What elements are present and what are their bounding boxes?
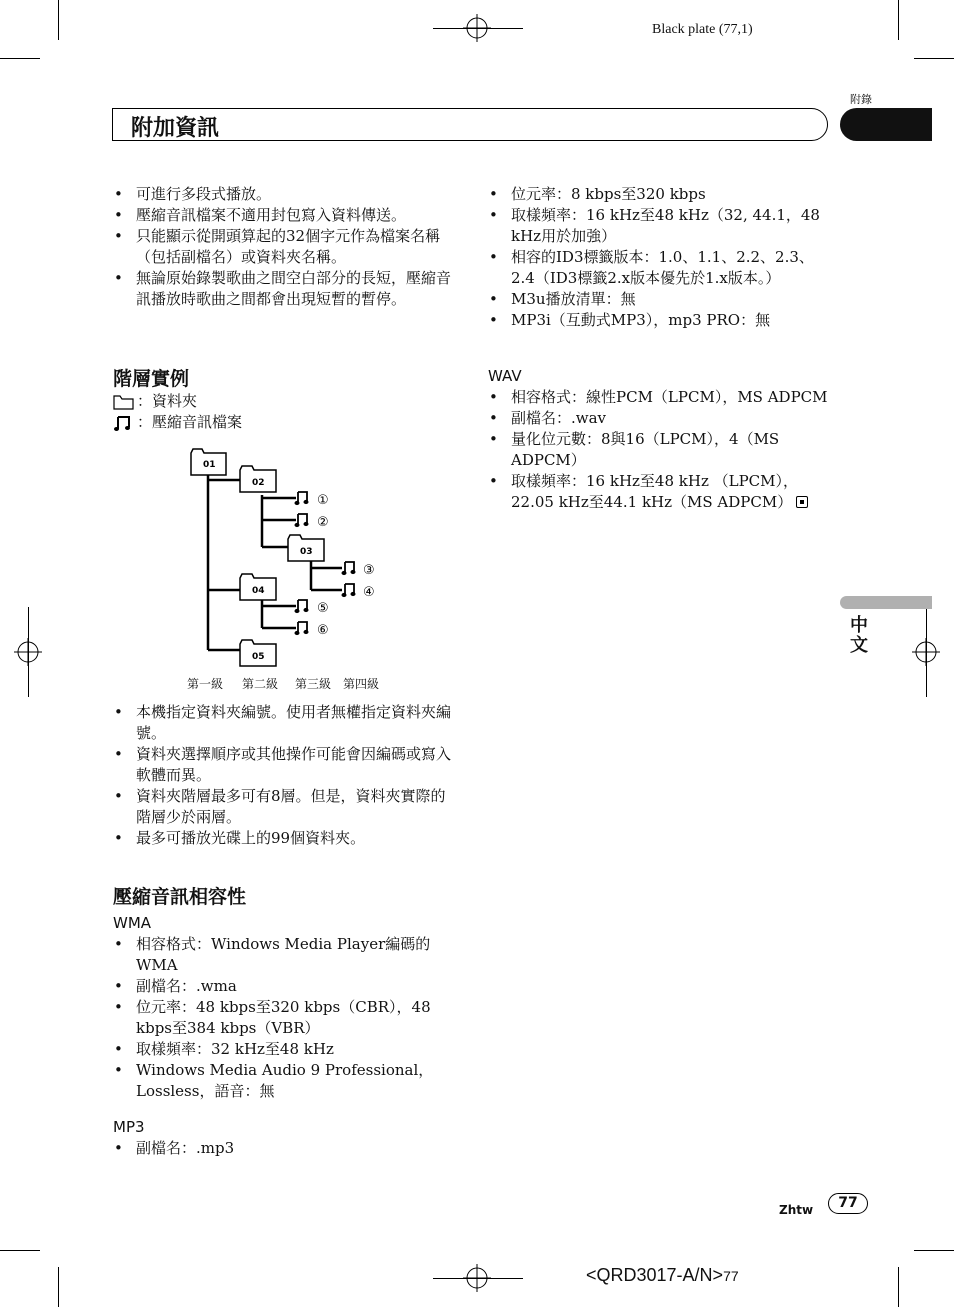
level-label: 第四級 <box>343 677 380 691</box>
list-item: • 相容的ID3標籤版本：1.0、1.1、2.2、2.3、2.4（ID3標籤2.x版本優先於1.x版本。） <box>488 247 828 289</box>
level-label: 第一級 <box>187 677 224 691</box>
section-heading-hierarchy: 階層實例 <box>113 368 190 390</box>
crop-mark <box>28 607 29 697</box>
file-label: ④ <box>363 585 375 600</box>
list-item: • 取樣頻率：32 kHz至48 kHz <box>113 1039 443 1060</box>
list-item: • 副檔名：.mp3 <box>113 1138 443 1159</box>
level-label: 第二級 <box>242 677 279 691</box>
music-note-icon <box>342 584 355 597</box>
language-tab-bar <box>840 596 932 609</box>
doc-code <box>586 1265 739 1286</box>
file-label: ③ <box>363 563 375 578</box>
crop-mark <box>0 58 40 59</box>
list-item: • 資料夾階層最多可有8層。但是，資料夾實際的階層少於兩層。 <box>113 786 453 828</box>
folder-label: 01 <box>203 460 216 470</box>
list-item: • 無論原始錄製歌曲之間空白部分的長短，壓縮音訊播放時歌曲之間都會出現短暫的暫停。 <box>113 268 453 310</box>
crop-mark <box>0 1250 40 1251</box>
plate-label: Black plate (77,1) <box>652 22 753 37</box>
list-item: • 位元率：8 kbps至320 kbps <box>488 184 828 205</box>
list-item: • 只能顯示從開頭算起的32個字元作為檔案名稱（包括副檔名）或資料夾名稱。 <box>113 226 453 268</box>
list-item: • 可進行多段式播放。 <box>113 184 453 205</box>
crop-mark <box>914 1250 954 1251</box>
subheading-wav: WAV <box>488 367 522 385</box>
file-label: ② <box>317 515 329 530</box>
level-label: 第三級 <box>295 677 332 691</box>
bullet-list-mid <box>113 702 453 849</box>
list-item: • 副檔名：.wav <box>488 408 828 429</box>
section-tab <box>840 108 932 141</box>
language-tab-label: 中文 <box>850 615 868 656</box>
music-note-icon <box>295 492 308 505</box>
legend-folder-label: ：資料夾 <box>137 392 198 410</box>
legend-file <box>113 412 242 433</box>
subheading-wma: WMA <box>113 914 152 932</box>
file-label: ⑤ <box>317 601 329 616</box>
section-tag: 附錄 <box>850 93 872 106</box>
crop-mark <box>914 58 954 59</box>
legend-file-label: ：壓縮音訊檔案 <box>137 413 243 431</box>
folder-label: 05 <box>252 652 265 662</box>
list-item: • 位元率：48 kbps至320 kbps（CBR），48 kbps至384 kbps（VBR） <box>113 997 443 1039</box>
list-item: • 取樣頻率：16 kHz至48 kHz（32, 44.1，48 kHz用於加強） <box>488 205 828 247</box>
subheading-mp3: MP3 <box>113 1118 145 1136</box>
bullet-list-top <box>113 184 453 310</box>
file-label: ① <box>317 493 329 508</box>
bullet-list-mp3-right <box>488 184 828 331</box>
legend-folder <box>113 391 197 412</box>
section-heading-compat: 壓縮音訊相容性 <box>113 886 247 908</box>
bullet-list-wma <box>113 934 443 1102</box>
end-mark-icon <box>796 496 808 508</box>
list-item: • MP3i（互動式MP3），mp3 PRO：無 <box>488 310 828 331</box>
music-note-icon <box>342 562 355 575</box>
folder-tree-diagram <box>180 440 400 670</box>
list-item: • 副檔名：.wma <box>113 976 443 997</box>
list-item: • 量化位元數：8與16（LPCM），4（MS ADPCM） <box>488 429 828 471</box>
bullet-list-wav <box>488 387 828 513</box>
doc-code-page: 77 <box>723 1268 739 1284</box>
crop-mark <box>433 1278 523 1279</box>
file-label: ⑥ <box>317 623 329 638</box>
crop-mark <box>433 28 523 29</box>
crop-mark <box>898 0 899 40</box>
page-title: 附加資訊 <box>131 116 220 141</box>
folder-label: 02 <box>252 478 265 488</box>
doc-code-text: <QRD3017-A/N> <box>586 1265 724 1285</box>
crop-mark <box>58 0 59 40</box>
list-item: • 壓縮音訊檔案不適用封包寫入資料傳送。 <box>113 205 453 226</box>
crop-mark <box>898 1267 899 1307</box>
bullet-list-mp3-left <box>113 1138 443 1159</box>
page-number: 77 <box>828 1193 868 1214</box>
music-note-icon <box>295 600 308 613</box>
list-item: • 相容格式：線性PCM（LPCM），MS ADPCM <box>488 387 828 408</box>
list-item: • 相容格式：Windows Media Player編碼的WMA <box>113 934 443 976</box>
list-item: • 資料夾選擇順序或其他操作可能會因編碼或寫入軟體而異。 <box>113 744 453 786</box>
music-note-icon <box>295 622 308 635</box>
list-item: • M3u播放清單：無 <box>488 289 828 310</box>
language-code: Zhtw <box>779 1203 814 1217</box>
music-note-icon <box>295 514 308 527</box>
list-item: • 最多可播放光碟上的99個資料夾。 <box>113 828 453 849</box>
crop-mark <box>926 607 927 697</box>
folder-icon <box>113 393 135 411</box>
music-note-icon <box>113 414 135 432</box>
folder-label: 03 <box>300 547 313 557</box>
crop-mark <box>58 1267 59 1307</box>
header-bar <box>112 108 828 141</box>
list-item <box>488 471 828 513</box>
list-item-text: 取樣頻率：16 kHz至48 kHz （LPCM），22.05 kHz至44.1 kHz（MS ADPCM） <box>511 472 799 511</box>
list-item: • 本機指定資料夾編號。使用者無權指定資料夾編號。 <box>113 702 453 744</box>
folder-label: 04 <box>252 586 265 596</box>
list-item: • Windows Media Audio 9 Professional，Lossless，語音：無 <box>113 1060 443 1102</box>
